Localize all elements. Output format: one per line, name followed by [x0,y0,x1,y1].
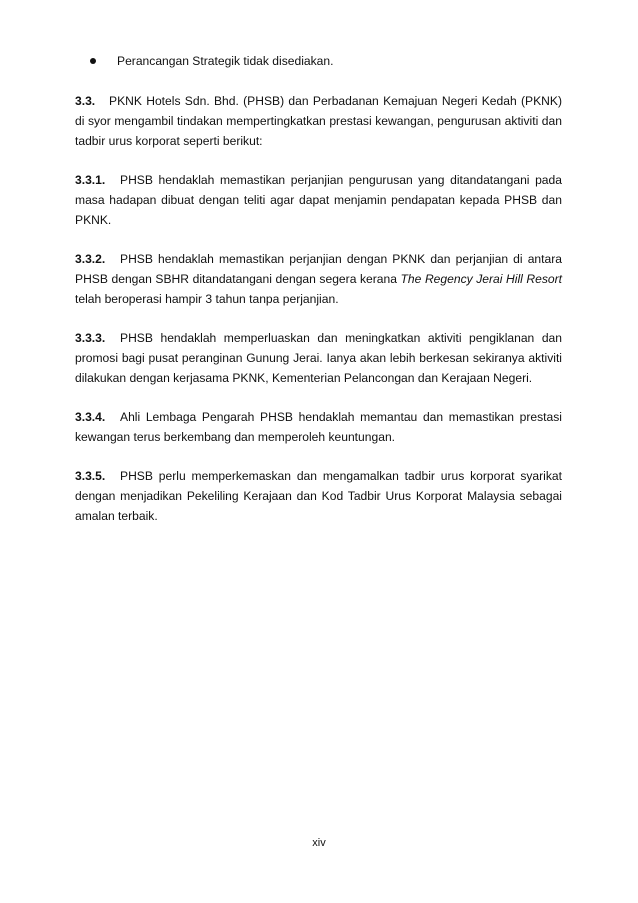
section-text: PHSB hendaklah memperluaskan dan meningkatkan aktiviti pengiklanan dan promosi bagi pusat peranginan Gunung Jerai. Ianya akan lebih berkesan sekiranya aktiviti dilakukan dengan kerjasama PKNK, Kementerian Pelancongan dan Kerajaan Negeri. [75,331,562,385]
section-text: PHSB perlu memperkemaskan dan mengamalkan tadbir urus korporat syarikat dengan menjadikan Pekeliling Kerajaan dan Kod Tadbir Urus Korporat Malaysia sebagai amalan terbaik. [75,469,562,523]
section-text: Ahli Lembaga Pengarah PHSB hendaklah memantau dan memastikan prestasi kewangan terus berkembang dan memperoleh keuntungan. [75,410,562,444]
bullet-text: Perancangan Strategik tidak disediakan. [117,54,334,68]
section-number: 3.3.3. [75,331,106,345]
section-3-3-3 [75,328,562,388]
section-3-3 [75,91,562,151]
bullet-item [75,51,562,71]
section-3-3-5 [75,466,562,526]
section-text-continued: telah beroperasi hampir 3 tahun tanpa perjanjian. [75,292,339,306]
bullet-dot-icon [90,58,96,64]
section-3-3-1 [75,170,562,230]
page-number: xiv [312,837,326,849]
section-text: PHSB hendaklah memastikan perjanjian dengan PKNK dan perjanjian di antara PHSB dengan SBHR ditandatangani dengan segera kerana [75,252,562,286]
section-3-3-4 [75,407,562,447]
section-3-3-2 [75,249,562,309]
section-text: PHSB hendaklah memastikan perjanjian pengurusan yang ditandatangani pada masa hadapan dibuat dengan teliti agar dapat menjamin pendapatan kepada PHSB dan PKNK. [75,173,562,227]
section-number: 3.3.4. [75,410,106,424]
section-text: PKNK Hotels Sdn. Bhd. (PHSB) dan Perbadanan Kemajuan Negeri Kedah (PKNK) di syor mengambil tindakan mempertingkatkan prestasi kewangan, pengurusan aktiviti dan tadbir urus korporat seperti berikut: [75,94,562,148]
section-number: 3.3.2. [75,252,106,266]
document-body [75,51,562,545]
section-number: 3.3.1. [75,173,106,187]
section-number: 3.3. [75,94,96,108]
section-number: 3.3.5. [75,469,106,483]
resort-name: The Regency Jerai Hill Resort [400,272,562,286]
